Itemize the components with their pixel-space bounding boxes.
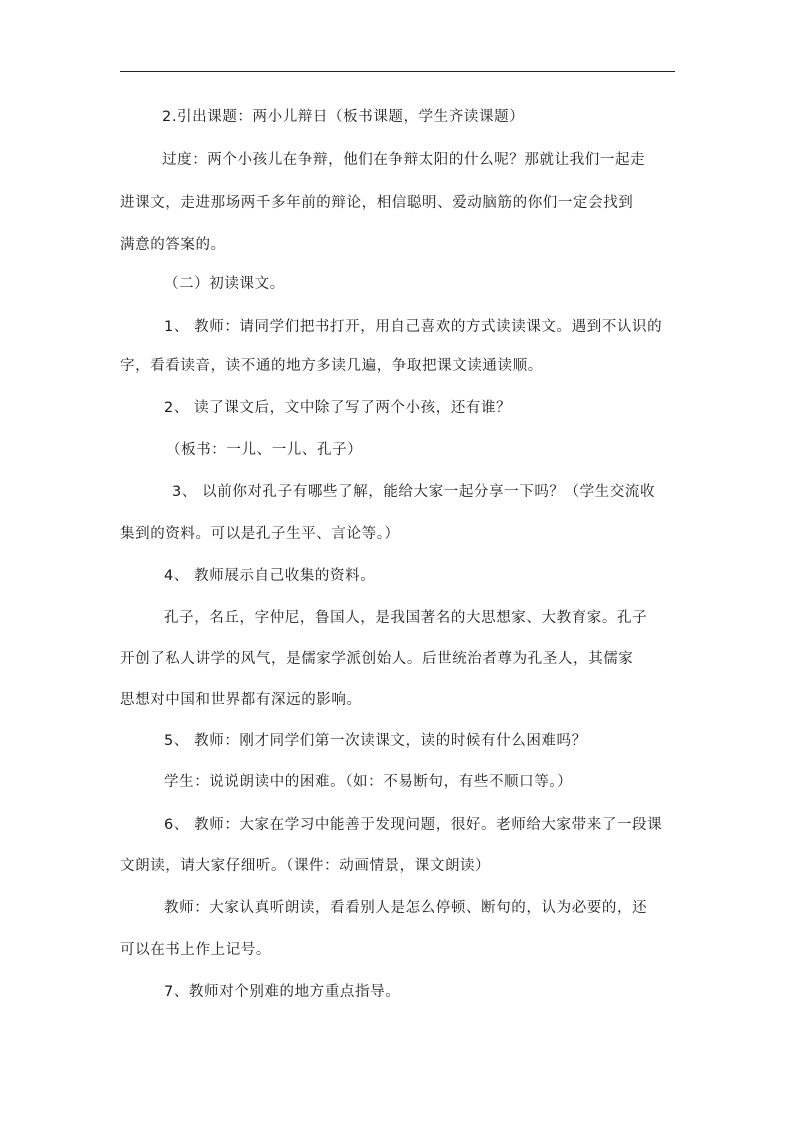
text-line: 7、教师对个别难的地方重点指导。 (164, 984, 401, 1000)
text-line: 可以在书上作上记号。 (120, 942, 271, 958)
text-line: 开创了私人讲学的风气，是儒家学派创始人。后世统治者尊为孔圣人，其儒家 (120, 651, 634, 667)
text-line: 字，看看读音，读不通的地方多读几遍，争取把课文读通读顺。 (120, 358, 543, 374)
text-line: 3、 以前你对孔子有哪些了解，能给大家一起分享一下吗？（学生交流收 (172, 484, 656, 500)
text-line: 5、 教师：刚才同学们第一次读课文，读的时候有什么困难吗？ (164, 733, 587, 749)
text-line: 孔子，名丘，字仲尼，鲁国人，是我国著名的大思想家、大教育家。孔子 (164, 610, 648, 626)
text-line: （二）初读课文。 (164, 276, 285, 292)
text-line: 集到的资料。可以是孔子生平、言论等。） (120, 526, 400, 542)
text-line: 教师：大家认真听朗读，看看别人是怎么停顿、断句的，认为必要的，还 (164, 900, 648, 916)
text-line: 过度：两个小孩儿在争辩，他们在争辩太阳的什么呢？那就让我们一起走 (162, 152, 646, 168)
header-rule (120, 71, 675, 72)
text-line: 满意的答案的。 (120, 237, 226, 253)
text-line: 2.引出课题：两小儿辩日（板书课题，学生齐读课题） (162, 109, 525, 125)
text-line: 思想对中国和世界都有深远的影响。 (120, 692, 362, 708)
text-line: 2、 读了课文后，文中除了写了两个小孩，还有谁？ (164, 400, 512, 416)
text-line: （板书：一儿、一儿、孔子） (166, 442, 363, 458)
text-line: 学生：说说朗读中的困难。（如：不易断句，有些不顺口等。） (164, 774, 573, 790)
text-line: 进课文，走进那场两千多年前的辩论，相信聪明、爱动脑筋的你们一定会找到 (120, 195, 634, 211)
text-line: 1、 教师：请同学们把书打开，用自己喜欢的方式读读课文。遇到不认识的 (164, 319, 663, 335)
text-line: 文朗读，请大家仔细听。（课件：动画情景，课文朗读） (120, 858, 491, 874)
text-line: 4、 教师展示自己收集的资料。 (164, 568, 376, 584)
text-line: 6、 教师：大家在学习中能善于发现问题，很好。老师给大家带来了一段课 (164, 817, 663, 833)
